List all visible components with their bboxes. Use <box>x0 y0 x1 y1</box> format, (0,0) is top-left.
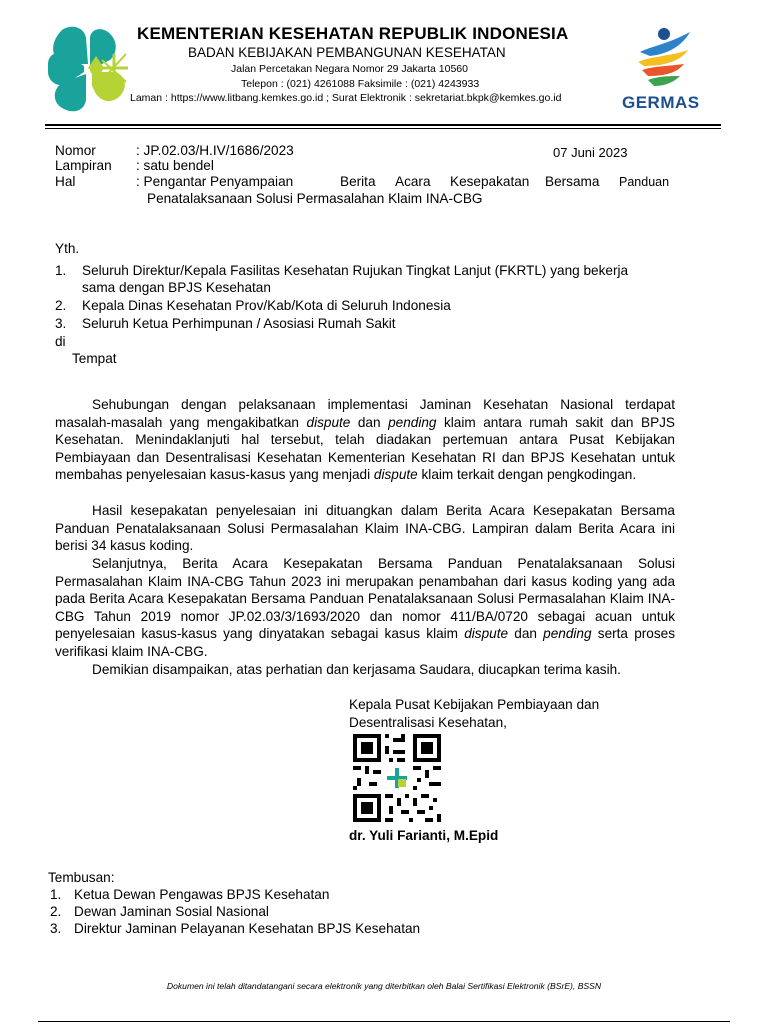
cc-number: 3. <box>50 921 62 936</box>
agency-phone: Telepon : (021) 4261088 Faksimile : (021) 4243933 <box>241 78 480 90</box>
body-paragraph-1: Sehubungan dengan pelaksanaan implementasi Jaminan Kesehatan Nasional terdapat masalah-masalah yang mengakibatkan dispute dan pending klaim antara rumah sakit dan BPJS Kesehatan. Menindaklanjuti hal tersebut, telah diadakan pertemuan antara Pusat Kebijakan Pembiayaan dan Desentralisasi Kesehatan Kementerian Kesehatan RI dan BPJS Kesehatan untuk membahas penyelesaian kasus-kasus yang menjadi dispute klaim terkait dengan pengkodingan. <box>55 397 675 482</box>
letterhead-rule-thin <box>45 128 721 129</box>
nomor-label: Nomor <box>55 143 96 158</box>
yth-salutation: Yth. <box>55 241 80 256</box>
body-paragraph-4: Demikian disampaikan, atas perhatian dan kerjasama Saudara, diucapkan terima kasih. <box>92 662 621 677</box>
hal-value-part: Acara <box>395 174 431 189</box>
hal-value-part: Panduan <box>619 175 670 189</box>
di-label: di <box>55 334 66 349</box>
cc-number: 2. <box>50 904 62 919</box>
lampiran-label: Lampiran <box>55 158 112 173</box>
cc-item: Ketua Dewan Pengawas BPJS Kesehatan <box>74 887 330 902</box>
nomor-value: : JP.02.03/H.IV/1686/2023 <box>136 143 294 158</box>
recipient-item: Seluruh Ketua Perhimpunan / Asosiasi Rumah Sakit <box>82 316 396 331</box>
cc-item: Dewan Jaminan Sosial Nasional <box>74 904 269 919</box>
cc-number: 1. <box>50 887 62 902</box>
hal-value-part: Kesepakatan <box>450 174 530 189</box>
letterhead-rule-thick <box>45 124 721 126</box>
cc-item: Direktur Jaminan Pelayanan Kesehatan BPJS Kesehatan <box>74 921 421 936</box>
esign-footer-note: Dokumen ini telah ditandatangani secara elektronik yang diterbitkan oleh Balai Sertifikasi Elektronik (BSrE), BSSN <box>166 981 602 991</box>
germas-logo-icon <box>632 26 696 92</box>
footer-rule <box>38 1021 730 1022</box>
hal-value-part: : Pengantar Penyampaian <box>136 174 294 189</box>
germas-label: GERMAS <box>622 93 700 112</box>
signatory-title: Kepala Pusat Kebijakan Pembiayaan dan <box>349 697 600 712</box>
recipient-item: Kepala Dinas Kesehatan Prov/Kab/Kota di Seluruh Indonesia <box>82 298 451 313</box>
hal-value-part: Berita <box>340 174 376 189</box>
hal-value-part: Bersama <box>545 174 600 189</box>
agency-name: BADAN KEBIJAKAN PEMBANGUNAN KESEHATAN <box>188 45 506 60</box>
hal-label: Hal <box>55 174 76 189</box>
body-paragraph-3: Selanjutnya, Berita Acara Kesepakatan Bersama Panduan Penatalaksanaan Solusi Permasalahan Klaim INA-CBG Tahun 2023 ini merupakan penambahan dari kasus koding yang ada pada Berita Acara Kesepakatan Bersama Panduan Penatalaksanaan Solusi Permasalahan Klaim INA-CBG Tahun 2019 nomor JP.02.03/3/1693/2020 dan nomor 411/BA/0720 sebagai acuan untuk penyelesaian kasus-kasus yang dinyatakan sebagai kasus klaim dispute dan pending serta proses verifikasi klaim INA-CBG. <box>55 556 676 659</box>
signatory-name: dr. Yuli Farianti, M.Epid <box>349 828 499 843</box>
recipient-number: 1. <box>55 263 67 278</box>
recipient-number: 2. <box>55 298 67 313</box>
recipient-number: 3. <box>55 316 67 331</box>
agency-web: Laman : https://www.litbang.kemkes.go.id ; Surat Elektronik : sekretariat.bkpk@kemkes.go.id <box>130 92 562 104</box>
recipient-item: Seluruh Direktur/Kepala Fasilitas Kesehatan Rujukan Tingkat Lanjut (FKRTL) yang bekerja <box>82 263 629 278</box>
lampiran-value: : satu bendel <box>136 158 214 173</box>
recipient-item-cont: sama dengan BPJS Kesehatan <box>82 280 271 295</box>
qr-code-icon <box>353 734 441 822</box>
kemenkes-logo-icon <box>44 24 130 114</box>
tempat-label: Tempat <box>72 351 117 366</box>
body-paragraph-2: Hasil kesepakatan penyelesaian ini dituangkan dalam Berita Acara Kesepakatan Bersama Panduan Penatalaksanaan Solusi Permasalahan Klaim INA-CBG. Lampiran dalam Berita Acara ini berisi 34 kasus koding. <box>55 503 675 553</box>
cc-label: Tembusan: <box>48 870 115 885</box>
signatory-title-cont: Desentralisasi Kesehatan, <box>349 715 507 730</box>
ministry-name: KEMENTERIAN KESEHATAN REPUBLIK INDONESIA <box>137 24 569 43</box>
agency-address: Jalan Percetakan Negara Nomor 29 Jakarta 10560 <box>231 63 468 75</box>
letter-date: 07 Juni 2023 <box>553 145 628 160</box>
hal-value-line2: Penatalaksanaan Solusi Permasalahan Klaim INA-CBG <box>147 191 483 206</box>
